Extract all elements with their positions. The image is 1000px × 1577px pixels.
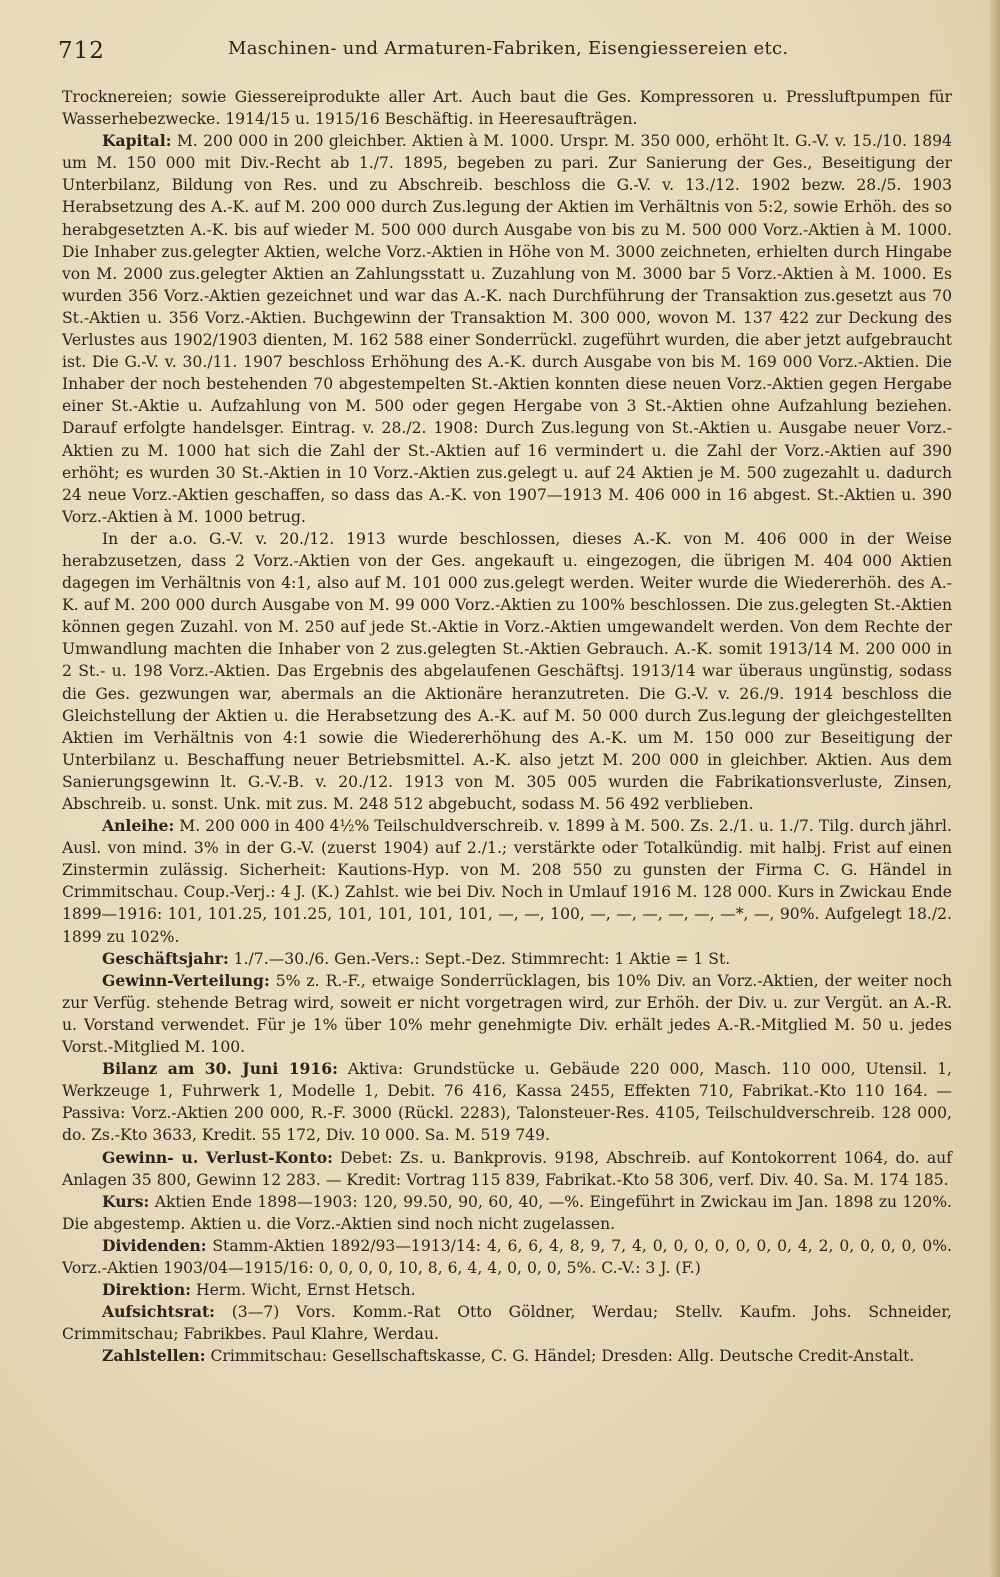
paragraph-dividenden (62, 1235, 952, 1279)
paragraph-bilanz (62, 1058, 952, 1146)
section-label-zahlstellen: Zahlstellen: (102, 1346, 206, 1366)
section-label-kapital: Kapital: (102, 131, 172, 151)
paragraph-text: Debet: Zs. u. Bankprovis. 9198, Abschreib. auf Kontokorrent 1064, do. auf Anlagen 35 800, Gewinn 12 283. — Kredit: Vortrag 115 839, Fabrikat.-Kto 58 306, verf. Div. 40. Sa. M. 174 185. (62, 1148, 952, 1189)
paragraph-geschaeftsjahr (62, 948, 952, 970)
paragraph-zahlstellen (62, 1345, 952, 1367)
page-edge-shadow (990, 0, 1000, 1577)
paragraph-text: Herm. Wicht, Ernst Hetsch. (195, 1281, 416, 1300)
paragraph-text: M. 200 000 in 400 4½% Teilschuldverschreib. v. 1899 à M. 500. Zs. 2./1. u. 1./7. Tilg. durch jährl. Ausl. von mind. 3% in der G.-V. (zuerst 1904) auf 2./1.; verstärkte oder Totalkündig. mit halbj. Frist auf einen Zinstermin zulässig. Sicherheit: Kautions-Hyp. von M. 208 550 zu gunsten der Firma C. G. Händel in Crimmitschau. Coup.-Verj.: 4 J. (K.) Zahlst. wie bei Div. Noch in Umlauf 1916 M. 128 000. Kurs in Zwickau Ende 1899—1916: 101, 101.25, 101.25, 101, 101, 101, 101, —, —, 100, —, —, —, —, —, —*, —, 90%. Aufgelegt 18./2. 1899 zu 102%. (62, 817, 952, 946)
entry-body (62, 86, 952, 1367)
page-number: 712 (58, 38, 105, 64)
section-label-aufsichtsrat: Aufsichtsrat: (102, 1302, 215, 1322)
paragraph-intro (62, 86, 952, 130)
paragraph-anleihe (62, 815, 952, 948)
paragraph-kapital-cont (62, 528, 952, 815)
paragraph-text: Crimmitschau: Gesellschaftskasse, C. G. Händel; Dresden: Allg. Deutsche Credit-Anstalt. (210, 1347, 915, 1366)
paragraph-text: M. 200 000 in 200 gleichber. Aktien à M. 1000. Urspr. M. 350 000, erhöht lt. G.-V. v. 15./10. 1894 um M. 150 000 mit Div.-Recht ab 1./7. 1895, begeben zu pari. Zur Sanierung der Ges., Beseitigung der Unterbilanz, Bildung von Res. und zu Abschreib. beschloss die G.-V. v. 13./12. 1902 bezw. 28./5. 1903 Herabsetzung des A.-K. auf M. 200 000 durch Zus.legung der Aktien im Verhältnis von 5:2, sowie Erhöh. des so herabgesetzten A.-K. bis auf wieder M. 500 000 durch Ausgabe von bis zu M. 500 000 Vorz.-Aktien à M. 1000. Die Inhaber zus.gelegter Aktien, welche Vorz.-Aktien in Höhe von M. 3000 zeichneten, erhielten durch Hingabe von M. 2000 zus.gelegter Aktien an Zahlungsstatt u. Zuzahlung von M. 3000 bar 5 Vorz.-Aktien à M. 1000. Es wurden 356 Vorz.-Aktien gezeichnet und war das A.-K. nach Durchführung der Transaktion zus.gesetzt aus 70 St.-Aktien u. 356 Vorz.-Aktien. Buchgewinn der Transaktion M. 300 000, wovon M. 137 422 zur Deckung des Verlustes aus 1902/1903 dienten, M. 162 588 einer Sonderrückl. zugeführt wurden, die aber jetzt aufgebraucht ist. Die G.-V. v. 30./11. 1907 beschloss Erhöhung des A.-K. durch Ausgabe von bis M. 169 000 Vorz.-Aktien. Die Inhaber der noch bestehenden 70 abgestempelten St.-Aktien konnten diese neuen Vorz.-Aktien gegen Hergabe einer St.-Aktie u. Aufzahlung von M. 500 oder gegen Hergabe von 3 St.-Aktien ohne Aufzahlung beziehen. Darauf erfolgte handelsger. Eintrag. v. 28./2. 1908: Durch Zus.legung von St.-Aktien u. Ausgabe neuer Vorz.-Aktien zu M. 1000 hat sich die Zahl der St.-Aktien auf 16 vermindert u. die Zahl der Vorz.-Aktien auf 390 erhöht; es wurden 30 St.-Aktien in 10 Vorz.-Aktien zus.gelegt u. auf 24 Aktien je M. 500 zugezahlt u. dadurch 24 neue Vorz.-Aktien geschaffen, so dass das A.-K. von 1907—1913 M. 406 000 in 16 abgest. St.-Aktien u. 390 Vorz.-Aktien à M. 1000 betrug. (62, 132, 952, 526)
paragraph-kapital (62, 130, 952, 528)
running-title: Maschinen- und Armaturen-Fabriken, Eisengiessereien etc. (228, 38, 789, 59)
section-label-direktion: Direktion: (102, 1280, 192, 1300)
paragraph-text: Stamm-Aktien 1892/93—1913/14: 4, 6, 6, 4, 8, 9, 7, 4, 0, 0, 0, 0, 0, 0, 0, 4, 2, 0, 0, 0, 0, 0%. Vorz.-Aktien 1903/04—1915/16: 0, 0, 0, 0, 10, 8, 6, 4, 4, 0, 0, 0, 5%. C.-V.: 3 J. (F.) (62, 1236, 952, 1277)
paragraph-text: Aktien Ende 1898—1903: 120, 99.50, 90, 60, 40, —%. Eingeführt in Zwickau im Jan. 1898 zu 120%. Die abgestemp. Aktien u. die Vorz.-Aktien sind noch nicht zugelassen. (62, 1192, 952, 1233)
paragraph-aufsichtsrat (62, 1301, 952, 1345)
section-label-bilanz: Bilanz am 30. Juni 1916: (102, 1059, 338, 1079)
paragraph-gewinn-verlust (62, 1147, 952, 1191)
section-label-gewinn-verlust: Gewinn- u. Verlust-Konto: (102, 1147, 333, 1167)
section-label-dividenden: Dividenden: (102, 1235, 207, 1255)
paragraph-text: 5% z. R.-F., etwaige Sonderrücklagen, bis 10% Div. an Vorz.-Aktien, der weiter noch zur Verfüg. stehende Betrag wird, soweit er nicht vorgetragen wird, zur Erhöh. der Div. u. zur Vergüt. an A.-R. u. Vorstand verwendet. Für je 1% über 10% mehr genehmigte Div. erhält jedes A.-R.-Mitglied M. 50 u. jedes Vorst.-Mitglied M. 100. (62, 971, 952, 1057)
section-label-gewinn-verteilung: Gewinn-Verteilung: (102, 970, 270, 990)
paragraph-kurs (62, 1191, 952, 1235)
paragraph-text: In der a.o. G.-V. v. 20./12. 1913 wurde beschlossen, dieses A.-K. von M. 406 000 in der Weise herabzusetzen, dass 2 Vorz.-Aktien von der Ges. angekauft u. eingezogen, die übrigen M. 404 000 Aktien dagegen im Verhältnis von 4:1, also auf M. 101 000 zus.gelegt werden. Weiter wurde die Wiedererhöh. des A.-K. auf M. 200 000 durch Ausgabe von M. 99 000 Vorz.-Aktien zu 100% beschlossen. Die zus.gelegten St.-Aktien können gegen Zuzahl. von M. 250 auf jede St.-Aktie in Vorz.-Aktien umgewandelt werden. Von dem Rechte der Umwandlung machten die Inhaber von 2 zus.gelegten St.-Aktien Gebrauch. A.-K. somit 1913/14 M. 200 000 in 2 St.- u. 198 Vorz.-Aktien. Das Ergebnis des abgelaufenen Geschäftsj. 1913/14 war überaus ungünstig, sodass die Ges. gezwungen war, abermals an die Aktionäre heranzutreten. Die G.-V. v. 26./9. 1914 beschloss die Gleichstellung der Aktien u. die Herabsetzung des A.-K. auf M. 50 000 durch Zus.legung der gleichgestellten Aktien im Verhältnis von 4:1 sowie die Wiedererhöhung des A.-K. um M. 150 000 zur Beseitigung der Unterbilanz u. Beschaffung neuer Betriebsmittel. A.-K. also jetzt M. 200 000 in gleichber. Aktien. Aus dem Sanierungsgewinn lt. G.-V.-B. v. 20./12. 1913 von M. 305 005 wurden die Fabrikationsverluste, Zinsen, Abschreib. u. sonst. Unk. mit zus. M. 248 512 abgebucht, sodass M. 56 492 verblieben. (62, 529, 952, 813)
section-label-anleihe: Anleihe: (102, 816, 175, 836)
page-header (58, 34, 938, 68)
paragraph-text: 1./7.—30./6. Gen.-Vers.: Sept.-Dez. Stimmrecht: 1 Aktie = 1 St. (233, 949, 731, 968)
paragraph-direktion (62, 1279, 952, 1301)
section-label-geschaeftsjahr: Geschäftsjahr: (102, 948, 229, 968)
paragraph-text: (3—7) Vors. Komm.-Rat Otto Göldner, Werdau; Stellv. Kaufm. Johs. Schneider, Crimmitschau; Fabrikbes. Paul Klahre, Werdau. (62, 1303, 952, 1344)
paragraph-text: Trocknereien; sowie Giessereiprodukte aller Art. Auch baut die Ges. Kompressoren u. Pressluftpumpen für Wasserhebezwecke. 1914/15 u. 1915/16 Beschäftig. in Heeresaufträgen. (62, 88, 952, 129)
paragraph-text: Aktiva: Grundstücke u. Gebäude 220 000, Masch. 110 000, Utensil. 1, Werkzeuge 1, Fuhrwerk 1, Modelle 1, Debit. 76 416, Kassa 2455, Effekten 710, Fabrikat.-Kto 110 164. — Passiva: Vorz.-Aktien 200 000, R.-F. 3000 (Rückl. 2283), Talonsteuer-Res. 4105, Teilschuldverschreib. 128 000, do. Zs.-Kto 3633, Kredit. 55 172, Div. 10 000. Sa. M. 519 749. (62, 1060, 952, 1145)
section-label-kurs: Kurs: (102, 1191, 150, 1211)
paragraph-gewinn-verteilung (62, 970, 952, 1058)
